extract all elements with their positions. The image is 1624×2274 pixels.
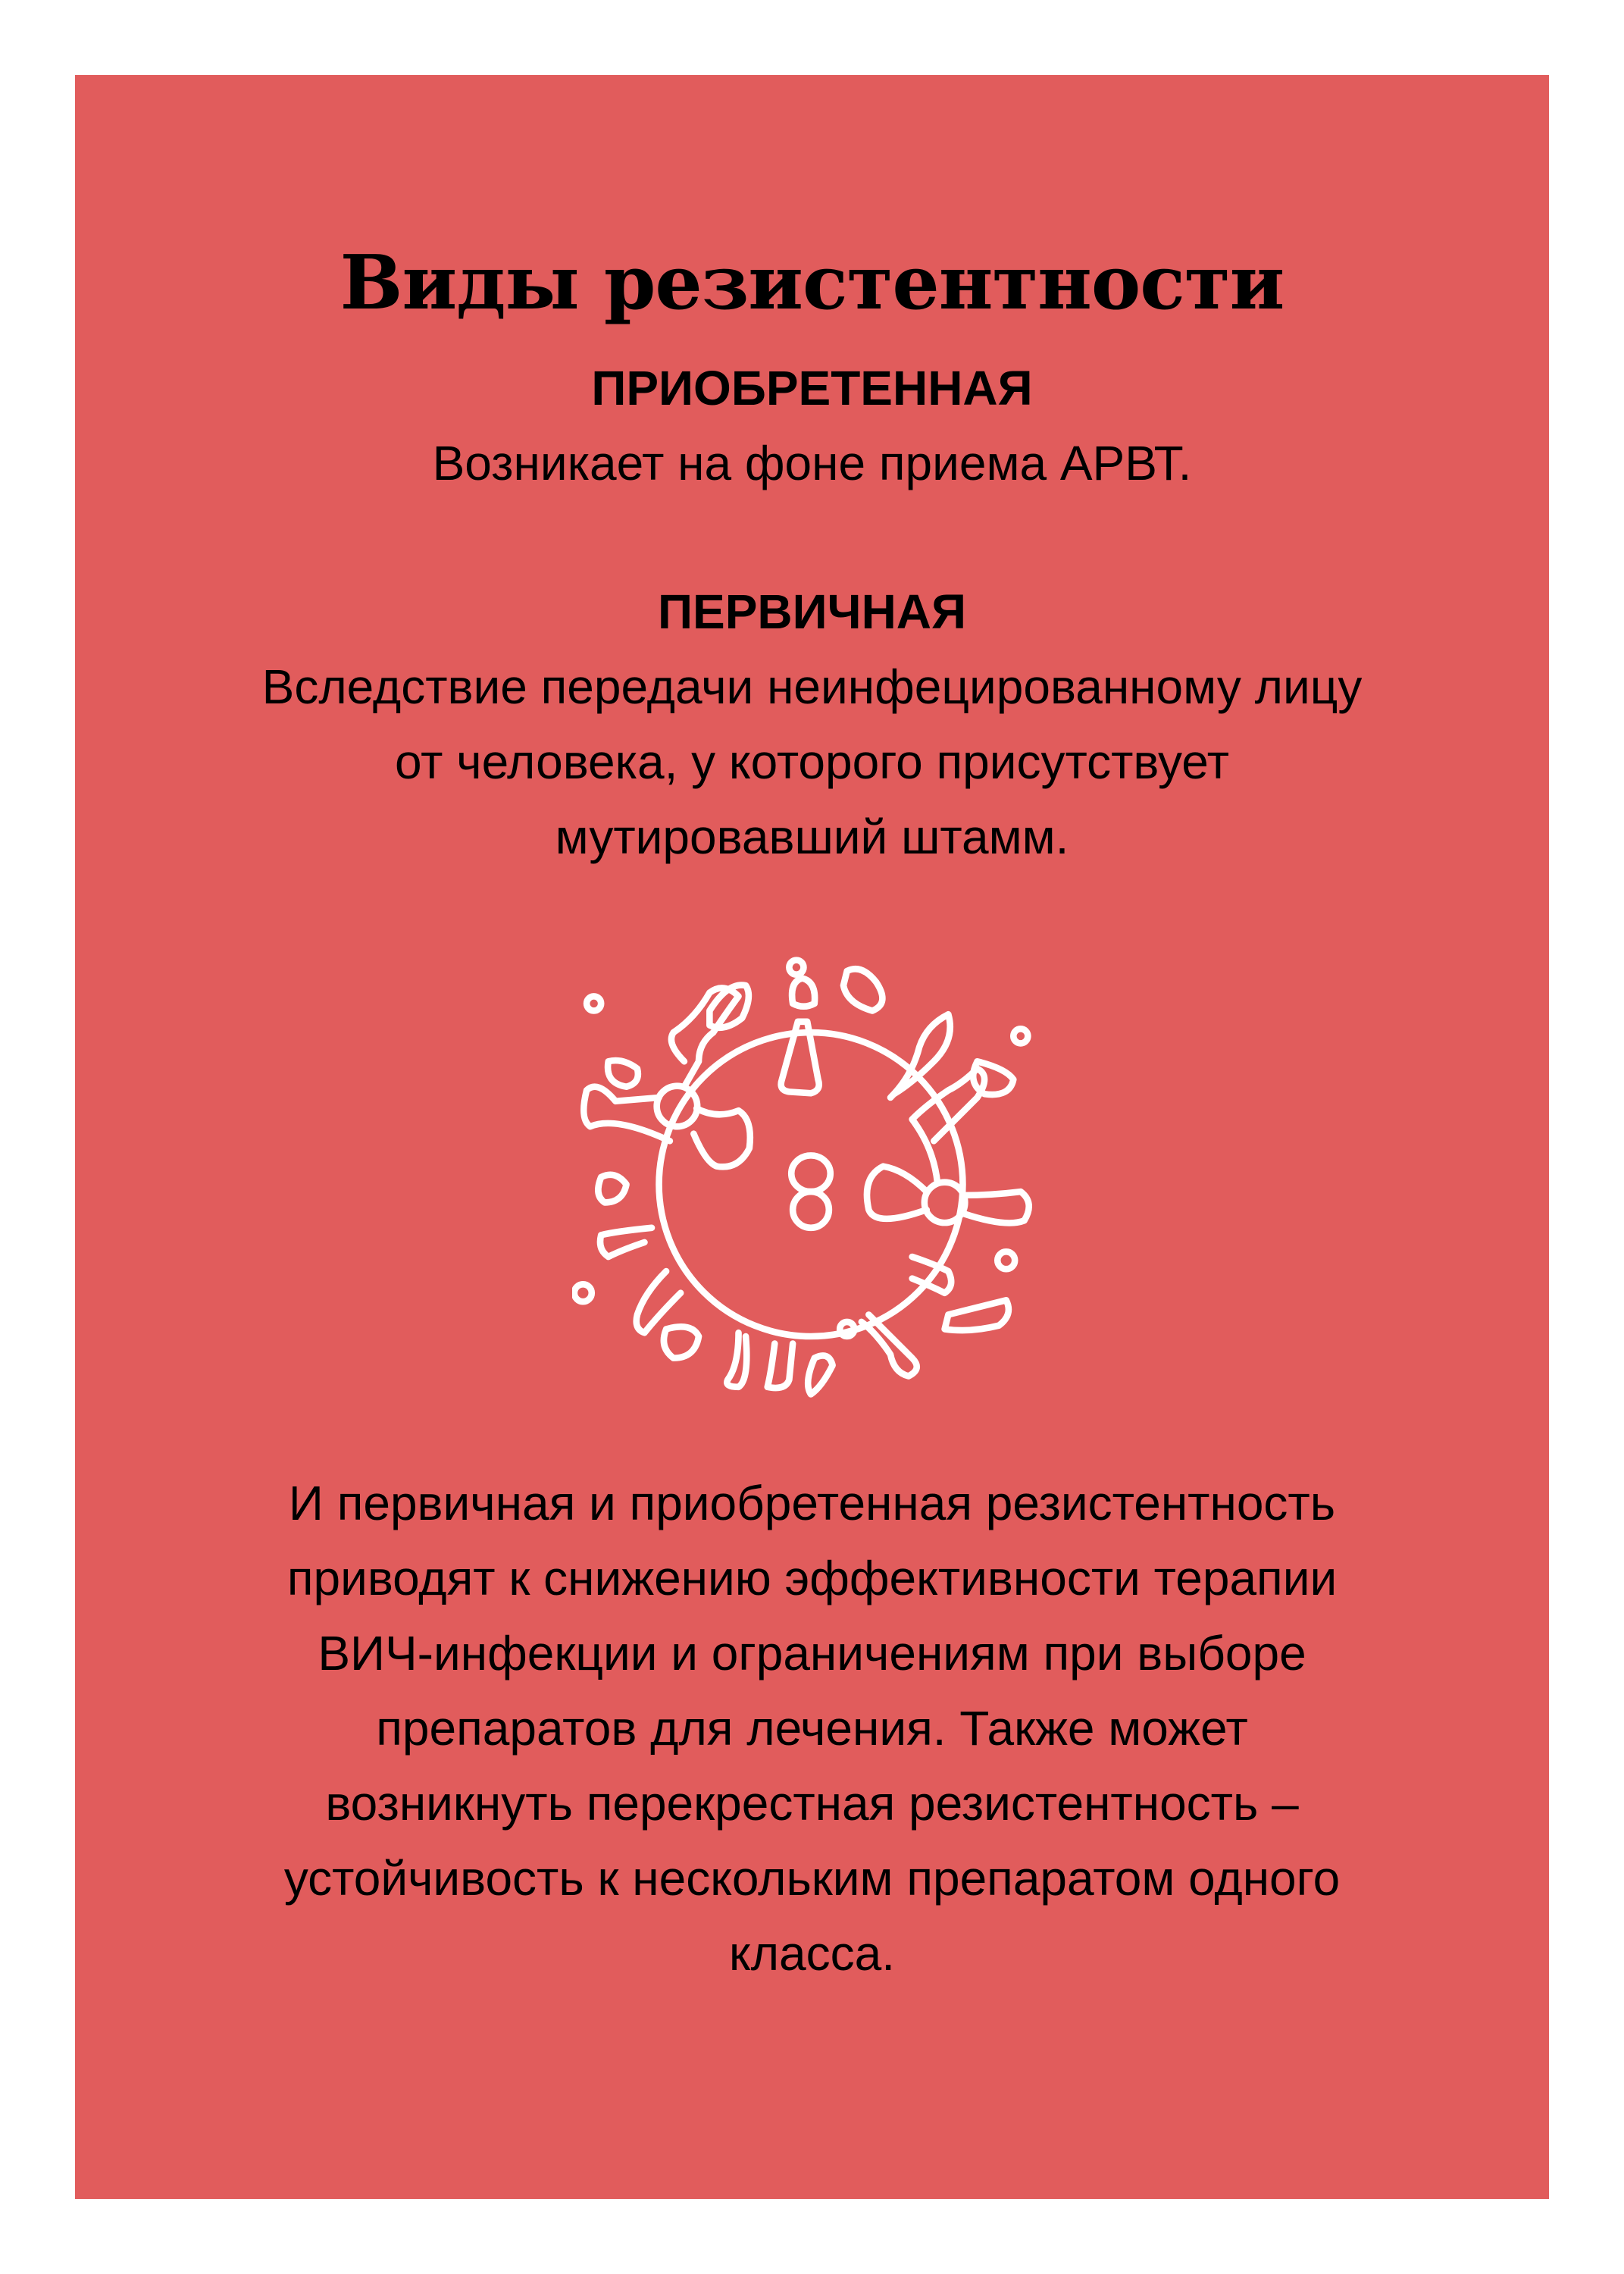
virus-icon (572, 950, 1050, 1405)
summary-line: И первичная и приобретенная резистентность (288, 1476, 1336, 1530)
section-text: Возникает на фоне приема АРВТ. (432, 436, 1192, 490)
section-acquired (75, 351, 1549, 501)
page-title: Виды резистентности (340, 240, 1284, 327)
summary-paragraph (75, 1466, 1549, 1991)
section-heading: ПРИОБРЕТЕННАЯ (591, 361, 1033, 415)
section-text: Вследствие передачи неинфецированному лицу (261, 659, 1363, 714)
summary-line: класса. (728, 1926, 896, 1981)
section-primary (75, 575, 1549, 875)
section-text: от человека, у которого присутствует (394, 735, 1230, 789)
summary-line: возникнуть перекрестная резистентность – (325, 1776, 1299, 1831)
summary-line: ВИЧ-инфекции и ограничениям при выборе (318, 1626, 1306, 1680)
section-text: мутировавший штамм. (555, 810, 1069, 864)
section-heading: ПЕРВИЧНАЯ (658, 584, 966, 639)
summary-line: приводят к снижению эффективности терапии (286, 1551, 1338, 1605)
summary-line: препаратов для лечения. Также может (376, 1701, 1248, 1756)
poster-panel (75, 75, 1549, 2199)
summary-line: устойчивость к нескольким препаратом одного (283, 1851, 1341, 1906)
